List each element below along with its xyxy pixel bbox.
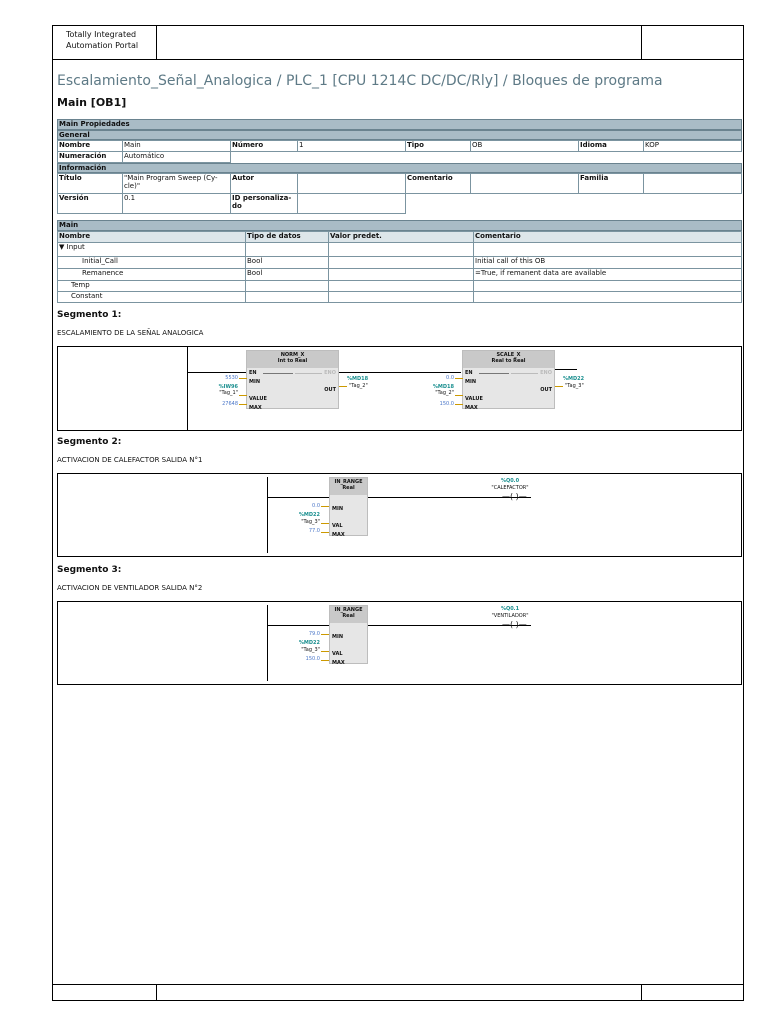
segment-3-comment: ACTIVACION DE VENTILADOR SALIDA N°2 [57,584,203,592]
coil-address: %Q0.0 [500,478,520,484]
scale-value-pin: VALUE [465,396,483,402]
nombre-label: Nombre [58,141,123,152]
in-range-val-address: %MD22 [298,512,320,518]
idioma-label: Idioma [579,141,644,152]
scale-value-tag: "Tag_2" [435,390,454,396]
footer-right-cell [641,984,744,1001]
in-range-name: IN_RANGE [334,479,363,485]
scale-eno-pin: ENO [540,370,552,376]
product-name-line2: Automation Portal [66,41,139,50]
input-label: Input [66,243,85,251]
segment-2-title: Segmento 2: [57,437,122,447]
informacion-band: Información [57,163,742,173]
interface-table [57,231,742,303]
nombre-value: Main [123,141,231,152]
coil-tag: "CALEFACTOR" [491,485,529,491]
familia-label: Familia [579,174,644,194]
col-valor: Valor predet. [329,232,474,243]
in-range-val-address: %MD22 [298,640,320,646]
numero-label: Número [231,141,298,152]
titulo-value: "Main Program Sweep (Cy-cle)" [123,174,231,194]
coil-icon[interactable]: —( )— [502,620,527,629]
coil-icon[interactable]: —( )— [502,492,527,501]
scale-min-pin: MIN [465,379,477,385]
properties-band: Main Propiedades [57,119,742,130]
power-rail [267,605,268,681]
norm-eno-pin: ENO [324,370,336,376]
in-range-type: Real [342,485,355,491]
constant-label: Constant [58,292,246,303]
norm-value-address: %IW96 [218,384,238,390]
in-range-val-pin: VAL [332,651,343,657]
norm-value-pin: VALUE [249,396,267,402]
col-nombre: Nombre [58,232,246,243]
id-label: ID personaliza-do [231,194,298,214]
general-band: General [57,130,742,140]
footer-middle-cell [156,984,642,1001]
network-3 [57,601,742,685]
col-tipo: Tipo de datos [246,232,329,243]
breadcrumb: Escalamiento_Señal_Analogica / PLC_1 [CPU 1214C DC/DC/Rly] / Bloques de programa [57,73,663,89]
scale-x-types: Real to Real [491,358,526,364]
titulo-label: Título [58,174,123,194]
idioma-value: KOP [644,141,742,152]
version-value: 0.1 [123,194,231,214]
network-1 [57,346,742,431]
in-range-type: Real [342,613,355,619]
numeracion-label: Numeración [58,152,123,163]
norm-value-tag: "Tag_1" [219,390,238,396]
coil-address: %Q0.1 [500,606,520,612]
header-product-cell [52,25,157,60]
network-2 [57,473,742,557]
familia-value [644,174,742,194]
param-name: Initial_Call [58,257,246,269]
rung-wire [187,372,247,373]
coil-tag: "VENTILADOR" [491,613,529,619]
general-table [57,140,742,163]
param-default [329,257,474,269]
in-range-val-tag: "Tag_3" [301,519,320,525]
norm-en-pin: EN [249,370,257,376]
interface-band: Main [57,220,742,231]
scale-out-tag: "Tag_3" [565,383,584,389]
scale-x-name: SCALE_X [496,352,521,358]
scale-min-value: 0.0 [446,375,454,381]
scale-max-pin: MAX [465,405,478,411]
in-range-max-value: 77.0 [308,528,320,534]
col-comentario: Comentario [474,232,742,243]
comentario-value [471,174,579,194]
scale-out-pin: OUT [540,387,552,393]
scale-x-block[interactable] [462,350,555,409]
footer-left-cell [52,984,157,1001]
in-range-block[interactable] [329,605,368,664]
numeracion-value: Automático [123,152,231,163]
segment-2-comment: ACTIVACION DE CALEFACTOR SALIDA N°1 [57,456,203,464]
norm-x-types: Int to Real [277,358,308,364]
norm-out-tag: "Tag_2" [349,383,368,389]
norm-out-address: %MD18 [347,376,369,382]
scale-max-value: 150.0 [439,401,454,407]
scale-en-pin: EN [465,370,473,376]
in-range-min-value: 0.0 [312,503,320,509]
in-range-val-pin: VAL [332,523,343,529]
version-label: Versión [58,194,123,214]
in-range-max-pin: MAX [332,532,345,538]
norm-max-value: 27648 [222,401,238,407]
in-range-max-value: 150.0 [305,656,320,662]
numero-value: 1 [298,141,406,152]
power-rail [267,477,268,553]
id-value [298,194,406,214]
version-empty [406,194,742,214]
in-range-val-tag: "Tag_3" [301,647,320,653]
param-comment: Initial call of this OB [474,257,742,269]
param-name: Remanence [58,269,246,281]
autor-value [298,174,406,194]
norm-min-value: 5530 [225,375,238,381]
segment-3-title: Segmento 3: [57,565,122,575]
page-title: Main [OB1] [57,96,127,109]
autor-label: Autor [231,174,298,194]
scale-value-address: %MD18 [432,384,454,390]
param-type: Bool [246,257,329,269]
norm-min-pin: MIN [249,379,261,385]
tipo-label: Tipo [406,141,471,152]
param-default [329,269,474,281]
numeracion-empty [231,152,742,163]
rung-wire-2 [339,372,461,373]
header-right-cell [641,25,744,60]
in-range-max-pin: MAX [332,660,345,666]
power-rail [187,347,188,431]
info-table [57,173,742,214]
expand-triangle-icon[interactable]: ▼ [59,243,65,251]
norm-x-name: NORM_X [280,352,305,358]
comentario-label: Comentario [406,174,471,194]
norm-out-pin: OUT [324,387,336,393]
tipo-value: OB [471,141,579,152]
in-range-min-pin: MIN [332,634,344,640]
scale-out-address: %MD22 [563,376,585,382]
in-range-block[interactable] [329,477,368,536]
param-type: Bool [246,269,329,281]
product-name-line1: Totally Integrated [66,30,137,39]
in-range-name: IN_RANGE [334,607,363,613]
segment-1-comment: ESCALAMIENTO DE LA SEÑAL ANALOGICA [57,329,204,337]
param-comment: =True, if remanent data are available [474,269,742,281]
segment-1-title: Segmento 1: [57,310,122,320]
temp-label: Temp [58,281,246,292]
header-middle-cell [156,25,642,60]
in-range-min-pin: MIN [332,506,344,512]
input-row-label[interactable] [58,243,246,257]
norm-x-block[interactable] [246,350,339,409]
norm-max-pin: MAX [249,405,262,411]
in-range-min-value: 79.0 [308,631,320,637]
